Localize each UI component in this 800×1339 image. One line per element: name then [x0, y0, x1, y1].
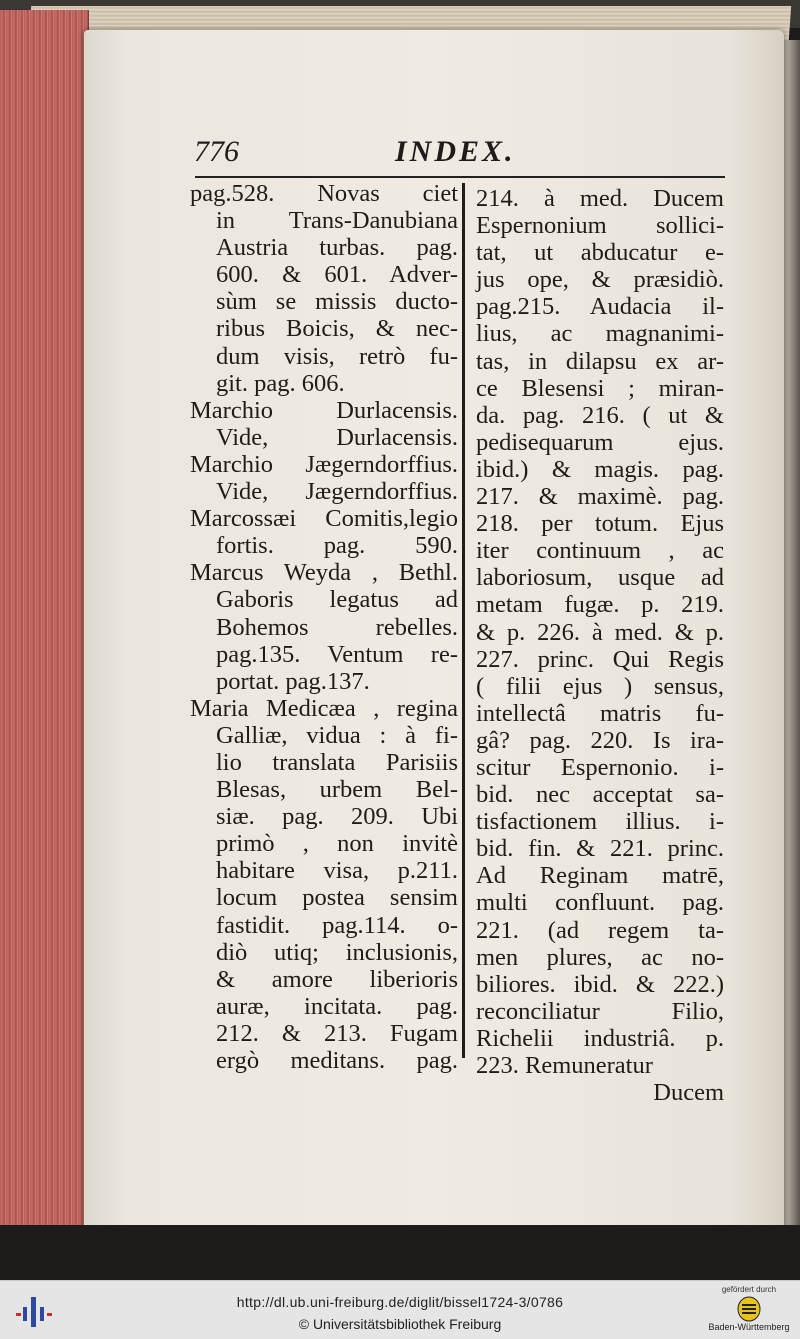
index-line: Bohemos rebelles.: [216, 613, 458, 641]
sponsor-block: [704, 1285, 794, 1332]
page-edges-left: [0, 10, 89, 1225]
index-line: ergò meditans. pag.: [216, 1047, 458, 1074]
index-line: Vide, Durlacensis.: [216, 423, 458, 451]
right-column: [476, 185, 724, 1106]
index-line: fastidit. pag.114. o-: [216, 911, 458, 939]
index-line: tat, ut abducatur e-: [476, 239, 724, 267]
footer-url[interactable]: http://dl.ub.uni-freiburg.de/diglit/bissel1724-3/0786: [236, 1294, 564, 1310]
index-line: Marchio Durlacensis.: [190, 396, 458, 424]
index-line: Galliæ, vidua : à fi-: [216, 721, 458, 749]
index-line: Marcus Weyda , Bethl.: [190, 559, 458, 587]
index-line: & amore liberioris: [216, 965, 458, 993]
index-line: bid. nec acceptat sa-: [476, 781, 724, 809]
index-line: 217. & maximè. pag.: [476, 483, 724, 511]
index-line: lius, ac magnanimi-: [476, 320, 724, 348]
index-line: 223. Remuneratur: [476, 1052, 653, 1079]
index-line: portat. pag.137.: [216, 667, 370, 695]
index-line: Austria turbas. pag.: [216, 234, 458, 262]
index-line: tisfactionem illius. i-: [476, 808, 724, 836]
index-line: Vide, Jægerndorffius.: [216, 478, 458, 506]
page-number: 776: [194, 135, 239, 168]
index-line: Blesas, urbem Bel-: [216, 776, 458, 804]
index-line: reconciliatur Filio,: [476, 997, 724, 1025]
index-line: 214. à med. Ducem: [476, 185, 724, 212]
sponsor-name: Baden-Württemberg: [708, 1322, 790, 1332]
footer-copyright: © Universitätsbibliothek Freiburg: [298, 1316, 502, 1332]
index-line: Richelii industriâ. p.: [476, 1024, 724, 1052]
index-line: Marchio Jægerndorffius.: [190, 450, 458, 478]
index-line: habitare visa, p.211.: [216, 857, 458, 885]
index-line: 600. & 601. Adver-: [216, 261, 458, 289]
index-line: lio translata Parisiis: [216, 748, 458, 776]
index-line: fortis. pag. 590.: [216, 532, 458, 560]
index-line: pedisequarum ejus.: [476, 428, 724, 456]
index-line: scitur Espernonio. i-: [476, 753, 724, 781]
index-line: Ad Reginam matrē,: [476, 862, 724, 890]
left-column: [190, 180, 458, 1074]
index-line: auræ, incitata. pag.: [216, 992, 458, 1020]
index-line: ribus Boicis, & nec-: [216, 315, 458, 343]
viewer-footer: [0, 1280, 800, 1339]
catchword: Ducem: [653, 1079, 724, 1107]
state-seal-icon: [736, 1296, 762, 1322]
index-line: in Trans-Danubiana: [216, 207, 458, 235]
index-line: siæ. pag. 209. Ubi: [216, 803, 458, 831]
index-line: pag.135. Ventum re-: [216, 640, 458, 668]
index-line: primò , non invitè: [216, 830, 458, 858]
index-line: Marcossæi Comitis,legio: [190, 505, 458, 533]
index-line: Maria Medicæa , regina: [190, 694, 458, 722]
header-rule: [195, 176, 725, 178]
index-line: locum postea sensim: [216, 884, 458, 912]
index-line: ibid.) & magis. pag.: [476, 455, 724, 483]
index-line: git. pag. 606.: [216, 369, 345, 397]
index-line: iter continuum , ac: [476, 537, 724, 565]
index-line: gâ? pag. 220. Is ira-: [476, 726, 724, 754]
index-line: ce Blesensi ; miran-: [476, 374, 724, 402]
index-line: intellectâ matris fu-: [476, 699, 724, 727]
index-line: 212. & 213. Fugam: [216, 1019, 458, 1047]
index-line: & p. 226. à med. & p.: [476, 618, 724, 646]
index-line: da. pag. 216. ( ut &: [476, 401, 724, 429]
index-line: Espernonium sollici-: [476, 212, 724, 240]
index-line: bid. fin. & 221. princ.: [476, 835, 724, 863]
index-line: pag.215. Audacia il-: [476, 293, 724, 321]
column-divider: [462, 183, 465, 1058]
index-line: 221. (ad regem ta-: [476, 916, 724, 944]
running-head: INDEX.: [395, 135, 516, 168]
scan-bottom-border: [0, 1225, 800, 1280]
index-line: tas, in dilapsu ex ar-: [476, 347, 724, 375]
index-line: multi confluunt. pag.: [476, 889, 724, 917]
index-line: sùm se missis ducto-: [216, 288, 458, 316]
index-line: laboriosum, usque ad: [476, 564, 724, 592]
index-line: diò utiq; inclusionis,: [216, 938, 458, 966]
index-line: biliores. ibid. & 222.): [476, 970, 724, 998]
index-line: 218. per totum. Ejus: [476, 510, 724, 538]
index-line: jus ope, & præsidiò.: [476, 266, 724, 294]
index-line: ( filii ejus ) sensus,: [476, 672, 724, 700]
index-line: Gaboris legatus ad: [216, 586, 458, 614]
index-line: 227. princ. Qui Regis: [476, 645, 724, 673]
index-line: men plures, ac no-: [476, 943, 724, 971]
sponsor-label: gefördert durch: [721, 1285, 777, 1294]
index-line: metam fugæ. p. 219.: [476, 591, 724, 619]
index-line: dum visis, retrò fu-: [216, 342, 458, 370]
index-line: pag.528. Novas ciet: [190, 180, 458, 207]
